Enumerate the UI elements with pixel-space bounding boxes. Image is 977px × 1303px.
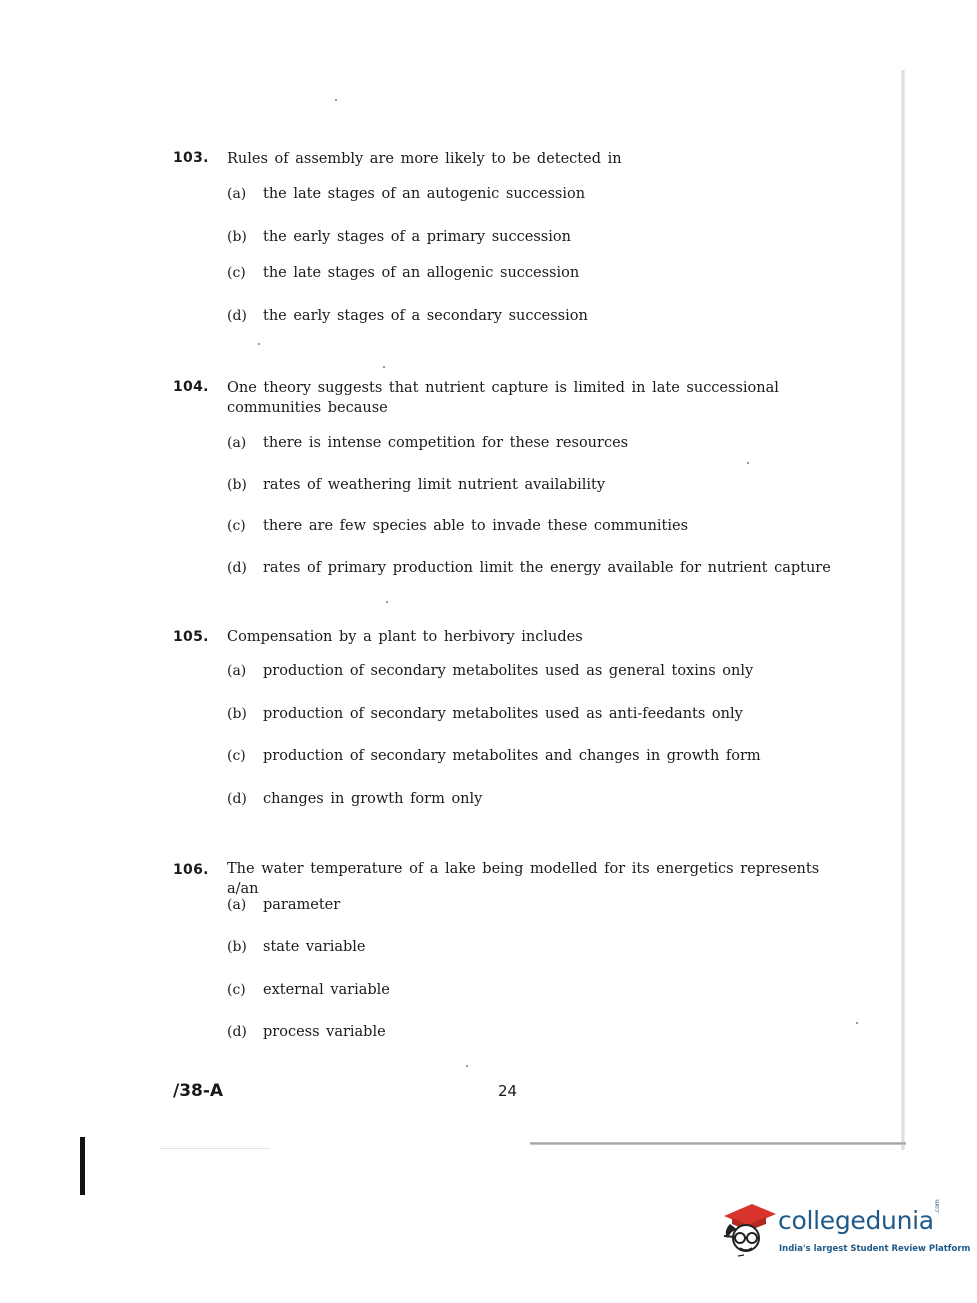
scan-speck [466, 1065, 468, 1067]
option-label: (d) [227, 1024, 247, 1040]
brand-dotcom: .com [934, 1199, 941, 1214]
option-label: (b) [227, 477, 247, 493]
scan-speck [258, 343, 260, 345]
option-text: the early stages of a primary succession [263, 229, 571, 245]
scan-speck [747, 462, 749, 464]
scan-margin-bar [80, 1137, 85, 1195]
question-number: 106. [173, 862, 209, 878]
option-label: (b) [227, 706, 247, 722]
option-text: rates of primary production limit the energy available for nutrient capture [263, 560, 831, 576]
brand-name: collegedunia [778, 1206, 934, 1235]
scan-edge-bottom-faint [160, 1148, 270, 1149]
option-label: (a) [227, 897, 247, 913]
option-label: (b) [227, 229, 247, 245]
question-number: 103. [173, 150, 209, 166]
option-text: production of secondary metabolites used as general toxins only [263, 663, 754, 679]
option-label: (d) [227, 560, 247, 576]
scan-speck [386, 601, 388, 603]
option-text: there is intense competition for these resources [263, 435, 629, 451]
scan-speck [335, 99, 337, 101]
option-text: production of secondary metabolites and changes in growth form [263, 748, 761, 764]
page-number: 24 [498, 1082, 518, 1100]
question-text: One theory suggests that nutrient capture is limited in late successional communities because [227, 380, 779, 416]
option-label: (a) [227, 186, 247, 202]
question-number: 104. [173, 379, 209, 395]
option-text: the early stages of a secondary succession [263, 308, 588, 324]
scan-speck [383, 366, 385, 368]
option-label: (a) [227, 663, 247, 679]
option-text: process variable [263, 1024, 386, 1040]
option-label: (d) [227, 308, 247, 324]
option-label: (c) [227, 518, 246, 534]
scan-speck [856, 1022, 858, 1024]
question-text: Rules of assembly are more likely to be detected in [227, 151, 622, 167]
question-text: The water temperature of a lake being modelled for its energetics represents a/an [227, 861, 820, 897]
option-text: rates of weathering limit nutrient availability [263, 477, 606, 493]
option-text: production of secondary metabolites used as anti-feedants only [263, 706, 743, 722]
graduate-mascot-icon [718, 1196, 780, 1258]
option-text: changes in growth form only [263, 791, 483, 807]
option-text: the late stages of an autogenic succession [263, 186, 586, 202]
option-label: (b) [227, 939, 247, 955]
scan-edge-bottom [530, 1142, 906, 1145]
option-label: (c) [227, 748, 246, 764]
collegedunia-logo[interactable] [718, 1196, 971, 1266]
option-text: the late stages of an allogenic succession [263, 265, 580, 281]
brand-tagline: India's largest Student Review Platform [779, 1244, 971, 1254]
option-label: (c) [227, 265, 246, 281]
paper-code: /38-A [173, 1081, 224, 1101]
question-number: 105. [173, 629, 209, 645]
scan-edge-right [901, 70, 905, 1150]
option-text: external variable [263, 982, 390, 998]
option-label: (a) [227, 435, 247, 451]
option-text: state variable [263, 939, 366, 955]
question-text: Compensation by a plant to herbivory includes [227, 629, 583, 645]
option-text: there are few species able to invade these communities [263, 518, 689, 534]
option-label: (d) [227, 791, 247, 807]
option-text: parameter [263, 897, 341, 913]
option-label: (c) [227, 982, 246, 998]
